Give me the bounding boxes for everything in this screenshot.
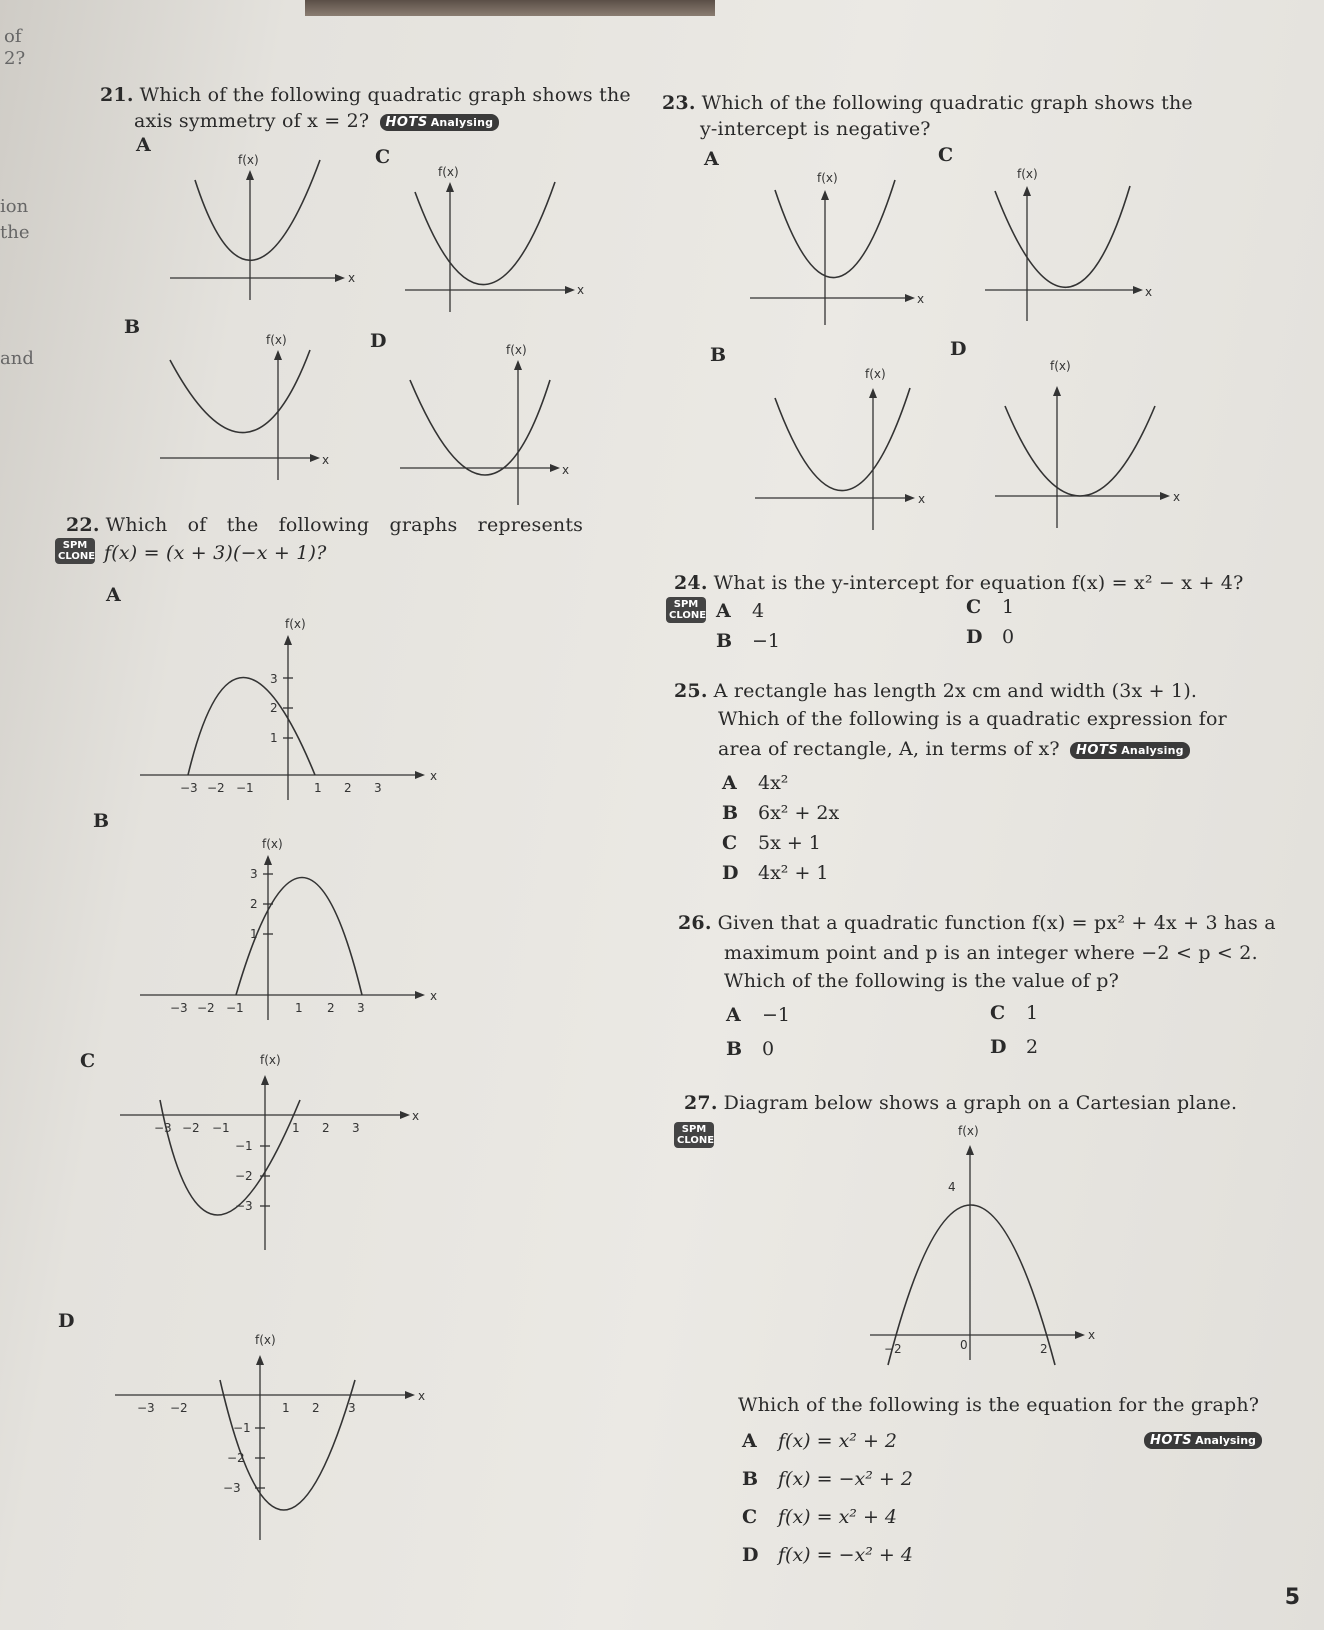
tick-label: 1 bbox=[314, 781, 322, 795]
question-23 bbox=[662, 90, 1193, 117]
tick-label: −3 bbox=[170, 1001, 188, 1015]
tick-label: 1 bbox=[282, 1401, 290, 1415]
question-21-line2 bbox=[134, 108, 499, 135]
tick-label: −3 bbox=[154, 1121, 172, 1135]
graph-23d bbox=[995, 359, 1195, 536]
tick-label: 3 bbox=[352, 1121, 360, 1135]
option-27d: D f(x) = −x² + 4 bbox=[742, 1544, 913, 1566]
question-text: axis symmetry of x = 2? bbox=[134, 110, 370, 132]
tick-label: 1 bbox=[295, 1001, 303, 1015]
graph-23a bbox=[745, 170, 945, 340]
fx-label: f(x) bbox=[1050, 359, 1071, 373]
graph-21c bbox=[405, 162, 605, 322]
edge-text: and bbox=[0, 348, 34, 369]
option-letter: A bbox=[704, 148, 719, 170]
tick-label: −3 bbox=[223, 1481, 241, 1495]
tick-label: 0 bbox=[960, 1338, 968, 1352]
x-label: x bbox=[1173, 490, 1181, 504]
x-label: x bbox=[430, 989, 438, 1003]
hots-badge: HOTS Analysing bbox=[380, 114, 500, 131]
option-25a: A 4x² bbox=[722, 772, 789, 794]
tick-label: 3 bbox=[357, 1001, 365, 1015]
spm-clone-badge: SPM CLONE bbox=[666, 597, 706, 623]
question-26-line2: maximum point and p is an integer where −2 < p < 2. bbox=[724, 942, 1258, 964]
tick-label: −1 bbox=[226, 1001, 244, 1015]
option-letter: C bbox=[938, 144, 954, 166]
tick-label: −3 bbox=[180, 781, 198, 795]
spm-clone-badge: SPM CLONE bbox=[674, 1122, 714, 1148]
tick-label: −1 bbox=[235, 1139, 253, 1153]
tick-label: −2 bbox=[182, 1121, 200, 1135]
question-text: Which of the following quadratic graph shows the bbox=[139, 84, 631, 106]
hots-badge: HOTS Analysing bbox=[1070, 742, 1190, 759]
option-24b: B −1 bbox=[716, 630, 781, 652]
option-26a: A −1 bbox=[726, 1004, 791, 1026]
x-label: x bbox=[322, 453, 330, 467]
graph-23b bbox=[755, 368, 955, 538]
spm-clone-badge: SPM CLONE bbox=[55, 538, 95, 564]
question-text: Given that a quadratic function f(x) = px² + 4x + 3 has a bbox=[717, 912, 1276, 934]
graph-22b bbox=[140, 837, 450, 1030]
x-label: x bbox=[918, 492, 926, 506]
option-27a: A f(x) = x² + 2 bbox=[742, 1430, 897, 1452]
option-letter: A bbox=[136, 134, 151, 156]
fx-label: f(x) bbox=[1017, 167, 1038, 181]
x-label: x bbox=[412, 1109, 420, 1123]
option-27b: B f(x) = −x² + 2 bbox=[742, 1468, 913, 1490]
question-25-line3: area of rectangle, A, in terms of x? HOTS Analysing bbox=[718, 736, 1190, 763]
option-24d: D 0 bbox=[966, 626, 1015, 648]
option-letter: B bbox=[710, 344, 727, 366]
question-number: 26. bbox=[678, 912, 712, 934]
option-letter: B bbox=[93, 810, 110, 832]
option-27c: C f(x) = x² + 4 bbox=[742, 1506, 897, 1528]
question-text: Diagram below shows a graph on a Cartesian plane. bbox=[723, 1092, 1238, 1114]
fx-label: f(x) bbox=[255, 1333, 276, 1347]
x-label: x bbox=[348, 271, 356, 285]
question-21 bbox=[100, 82, 631, 109]
tick-label: 2 bbox=[312, 1401, 320, 1415]
question-text: Which of the following graphs represents bbox=[105, 514, 584, 536]
question-equation: f(x) = (x + 3)(−x + 1)? bbox=[104, 542, 327, 564]
option-26c: C 1 bbox=[990, 1002, 1039, 1024]
option-letter: C bbox=[80, 1050, 96, 1072]
question-number: 21. bbox=[100, 84, 134, 106]
edge-text: the bbox=[0, 222, 30, 243]
tick-label: 4 bbox=[948, 1180, 956, 1194]
question-23-line2 bbox=[700, 116, 931, 143]
option-letter: D bbox=[58, 1310, 75, 1332]
question-22 bbox=[66, 512, 611, 539]
question-text: What is the y-intercept for equation f(x) = x² − x + 4? bbox=[713, 572, 1244, 594]
tick-label: 1 bbox=[270, 731, 278, 745]
tick-label: −3 bbox=[137, 1401, 155, 1415]
tick-label: 2 bbox=[327, 1001, 335, 1015]
tick-label: 3 bbox=[348, 1401, 356, 1415]
question-number: 25. bbox=[674, 680, 708, 702]
tick-label: 2 bbox=[344, 781, 352, 795]
page-number: 5 bbox=[1284, 1585, 1300, 1610]
question-25 bbox=[674, 678, 1197, 705]
book-binding-strip bbox=[305, 0, 715, 16]
tick-label: 2 bbox=[250, 897, 258, 911]
fx-label: f(x) bbox=[865, 367, 886, 381]
fx-label: f(x) bbox=[266, 333, 287, 347]
option-letter: D bbox=[370, 330, 387, 352]
x-label: x bbox=[562, 463, 570, 477]
fx-label: f(x) bbox=[285, 617, 306, 631]
tick-label: 3 bbox=[250, 867, 258, 881]
fx-label: f(x) bbox=[260, 1053, 281, 1067]
tick-label: −1 bbox=[212, 1121, 230, 1135]
tick-label: 1 bbox=[250, 927, 258, 941]
question-number: 24. bbox=[674, 572, 708, 594]
fx-label: f(x) bbox=[958, 1124, 979, 1138]
option-25d: D 4x² + 1 bbox=[722, 862, 829, 884]
tick-label: 1 bbox=[292, 1121, 300, 1135]
graph-27 bbox=[870, 1125, 1110, 1375]
tick-label: −2 bbox=[227, 1451, 245, 1465]
option-letter: C bbox=[375, 146, 391, 168]
x-label: x bbox=[1088, 1328, 1096, 1342]
fx-label: f(x) bbox=[438, 165, 459, 179]
option-24c: C 1 bbox=[966, 596, 1015, 618]
tick-label: −1 bbox=[236, 781, 254, 795]
option-letter: B bbox=[124, 316, 141, 338]
tick-label: 3 bbox=[374, 781, 382, 795]
edge-text: 2? bbox=[4, 48, 26, 69]
graph-22a bbox=[140, 617, 450, 810]
x-label: x bbox=[1145, 285, 1153, 299]
tick-label: 2 bbox=[270, 701, 278, 715]
question-number: 22. bbox=[66, 514, 100, 536]
option-25c: C 5x + 1 bbox=[722, 832, 821, 854]
x-label: x bbox=[430, 769, 438, 783]
tick-label: −2 bbox=[197, 1001, 215, 1015]
question-22-line2 bbox=[104, 540, 327, 567]
question-25-line2: Which of the following is a quadratic expression for bbox=[718, 708, 1227, 730]
tick-label: 2 bbox=[322, 1121, 330, 1135]
edge-text: ion bbox=[0, 196, 29, 217]
tick-label: −2 bbox=[170, 1401, 188, 1415]
graph-22d bbox=[115, 1333, 435, 1570]
tick-label: 3 bbox=[270, 672, 278, 686]
option-26d: D 2 bbox=[990, 1036, 1039, 1058]
tick-label: −3 bbox=[235, 1199, 253, 1213]
option-25b: B 6x² + 2x bbox=[722, 802, 840, 824]
tick-label: −2 bbox=[207, 781, 225, 795]
graph-21a bbox=[160, 150, 360, 310]
graph-23c bbox=[985, 166, 1185, 326]
x-label: x bbox=[577, 283, 585, 297]
graph-21d bbox=[400, 340, 600, 510]
graph-21b bbox=[160, 330, 360, 490]
tick-label: −1 bbox=[233, 1421, 251, 1435]
option-26b: B 0 bbox=[726, 1038, 775, 1060]
question-26 bbox=[678, 910, 1276, 937]
option-24a: A 4 bbox=[716, 600, 765, 622]
question-text: Which of the following quadratic graph shows the bbox=[701, 92, 1193, 114]
question-number: 27. bbox=[684, 1092, 718, 1114]
hots-badge: HOTS Analysing bbox=[1144, 1432, 1262, 1449]
question-24 bbox=[674, 570, 1243, 597]
fx-label: f(x) bbox=[262, 837, 283, 851]
tick-label: −2 bbox=[235, 1169, 253, 1183]
question-text: y-intercept is negative? bbox=[700, 118, 931, 140]
question-number: 23. bbox=[662, 92, 696, 114]
tick-label: −2 bbox=[884, 1342, 902, 1356]
fx-label: f(x) bbox=[506, 343, 527, 357]
x-label: x bbox=[917, 292, 925, 306]
question-27-prompt: Which of the following is the equation for the graph? bbox=[738, 1394, 1260, 1416]
fx-label: f(x) bbox=[238, 153, 259, 167]
question-27 bbox=[684, 1090, 1237, 1117]
tick-label: 2 bbox=[1040, 1342, 1048, 1356]
option-letter: D bbox=[950, 338, 967, 360]
question-text: A rectangle has length 2x cm and width (3x + 1). bbox=[713, 680, 1198, 702]
graph-22c bbox=[120, 1053, 430, 1260]
edge-text: of bbox=[4, 26, 22, 47]
option-letter: A bbox=[106, 584, 121, 606]
fx-label: f(x) bbox=[817, 171, 838, 185]
x-label: x bbox=[418, 1389, 426, 1403]
question-26-line3: Which of the following is the value of p? bbox=[724, 970, 1120, 992]
